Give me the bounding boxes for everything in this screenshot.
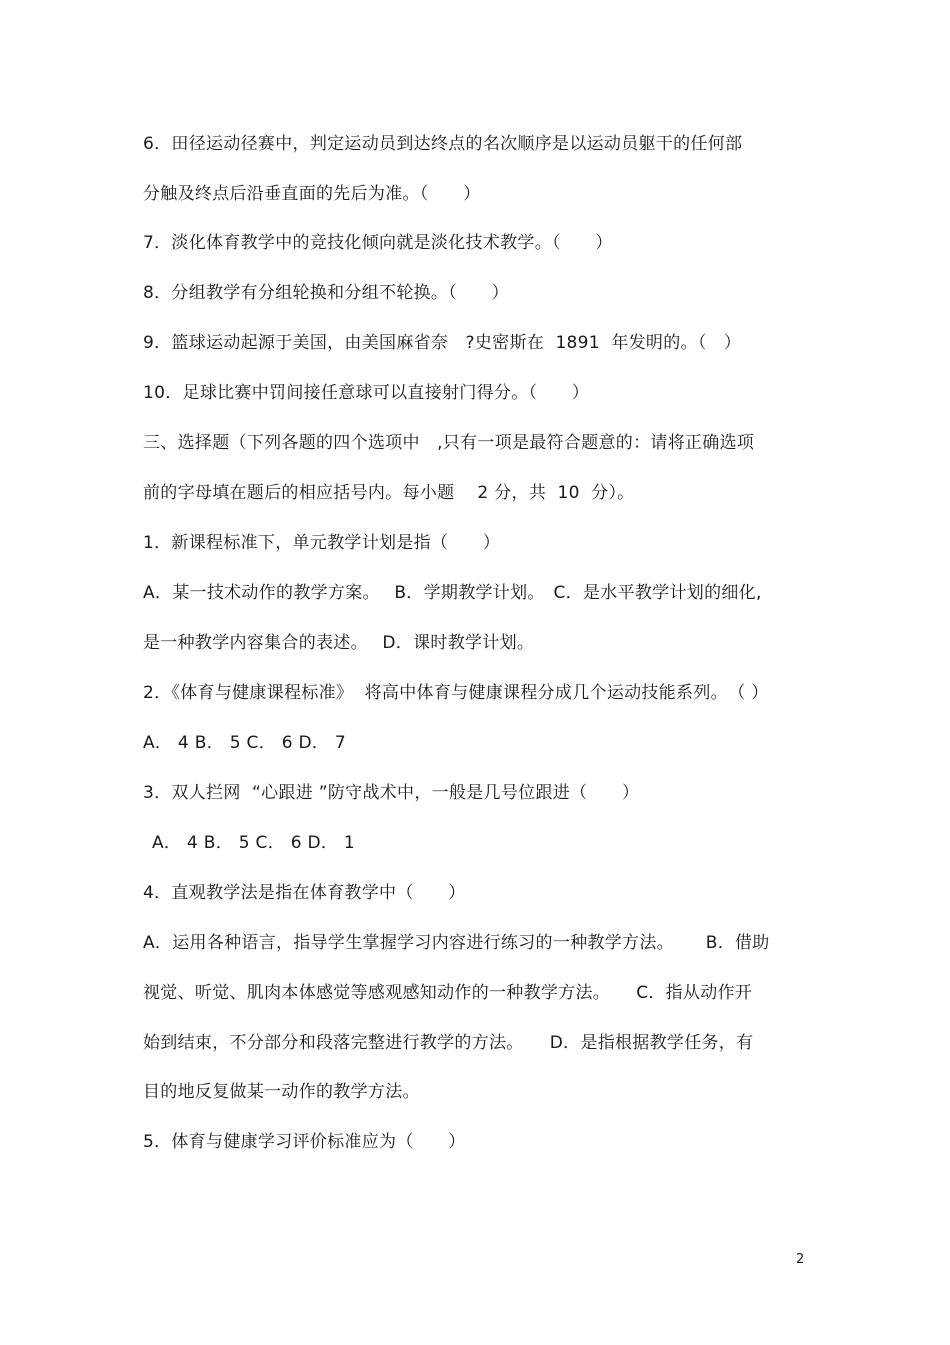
section-heading: 三、选择题（下列各题的四个选项中 ,只有一项是最符合题意的：请将正确选项: [143, 433, 755, 453]
text-line: 9．篮球运动起源于美国，由美国麻省奈 ?史密斯在 1891 年发明的。（ ）: [143, 333, 742, 353]
answer-options-continued: 始到结束，不分部分和段落完整进行教学的方法。 D．是指根据教学任务，有: [143, 1033, 754, 1053]
answer-options: A．运用各种语言，指导学生掌握学习内容进行练习的一种教学方法。 B．借助: [143, 933, 770, 953]
text-line: 分触及终点后沿垂直面的先后为准。（ ）: [143, 184, 481, 204]
text-line: 7．淡化体育教学中的竞技化倾向就是淡化技术教学。（ ）: [143, 233, 613, 253]
question: 4．直观教学法是指在体育教学中（ ）: [143, 883, 466, 903]
answer-options: A． 4 B． 5 C． 6 D． 7: [143, 733, 347, 753]
answer-options-continued: 视觉、听觉、肌肉本体感觉等感观感知动作的一种教学方法。 C．指从动作开: [143, 983, 753, 1003]
text-line: 8．分组教学有分组轮换和分组不轮换。（ ）: [143, 283, 509, 303]
text-line: 6．田径运动径赛中，判定运动员到达终点的名次顺序是以运动员躯干的任何部: [143, 134, 743, 154]
answer-options: A． 4 B． 5 C． 6 D． 1: [152, 833, 356, 853]
answer-options-continued: 是一种教学内容集合的表述。 D．课时教学计划。: [143, 633, 535, 653]
text-line: 10．足球比赛中罚间接任意球可以直接射门得分。（ ）: [143, 383, 590, 403]
answer-options-continued: 目的地反复做某一动作的教学方法。: [143, 1082, 420, 1102]
question: 3．双人拦网 “心跟进 ”防守战术中，一般是几号位跟进（ ）: [143, 783, 640, 803]
section-heading-continued: 前的字母填在题后的相应括号内。每小题 2 分，共 10 分）。: [143, 483, 635, 503]
answer-options: A．某一技术动作的教学方案。 B．学期教学计划。 C．是水平教学计划的细化,: [143, 583, 762, 603]
page-number: 2: [796, 1252, 805, 1267]
question: 1．新课程标准下，单元教学计划是指（ ）: [143, 533, 501, 553]
question: 5．体育与健康学习评价标准应为（ ）: [143, 1132, 466, 1152]
question: 2．《体育与健康课程标准》 将高中体育与健康课程分成几个运动技能系列。 （ ）: [143, 683, 769, 703]
